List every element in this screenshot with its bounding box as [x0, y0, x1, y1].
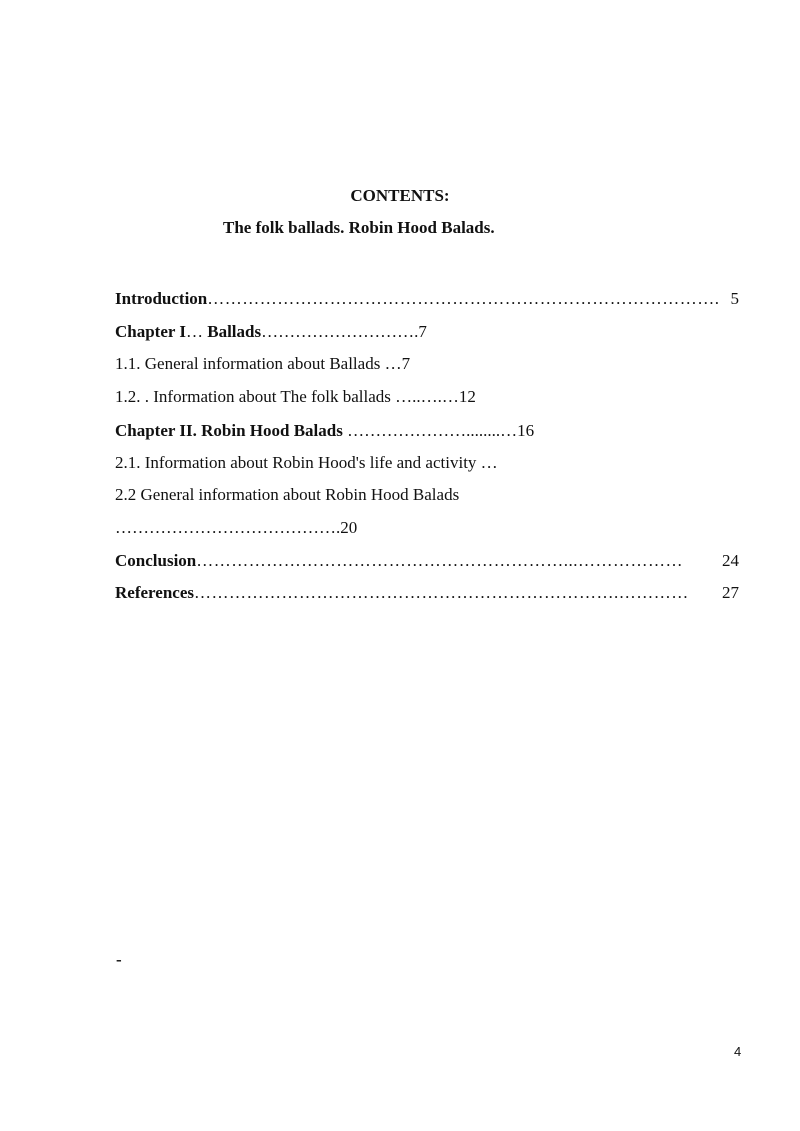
toc-entry-2-2[interactable]: 2.2 General information about Robin Hood Balads: [115, 485, 460, 504]
page-number: 4: [734, 1044, 742, 1059]
toc-entry-introduction[interactable]: [115, 287, 739, 311]
page-subtitle: The folk ballads. Robin Hood Balads.: [223, 218, 495, 237]
toc-label-separator: …: [186, 322, 208, 341]
toc-page-number: 5: [730, 289, 739, 308]
toc-leader-dots: ……………………………………………………………….…………: [193, 583, 689, 602]
toc-leader-dots: …………………………………………………………………………….: [207, 289, 720, 308]
toc-entry-chapter-2[interactable]: [115, 419, 534, 443]
toc-entry-1-1[interactable]: 1.1. General information about Ballads …7: [115, 354, 411, 373]
toc-leader-dots: ……………………….: [261, 322, 419, 341]
toc-label: References: [115, 583, 194, 602]
toc-page-number: 24: [722, 551, 739, 570]
toc-label: Introduction: [115, 289, 208, 308]
toc-entry-2-2-continued[interactable]: [115, 516, 357, 540]
toc-label-ballads: Ballads: [207, 322, 262, 341]
toc-label: Chapter II. Robin Hood Balads: [115, 421, 343, 440]
page-title: CONTENTS:: [350, 186, 450, 205]
stray-dash-mark: -: [116, 950, 122, 969]
toc-entry-references[interactable]: [115, 581, 739, 605]
toc-leader-dots: ………………………………….: [115, 518, 341, 537]
toc-label: Chapter I: [115, 322, 186, 341]
toc-entry-2-1[interactable]: 2.1. Information about Robin Hood's life and activity …: [115, 453, 498, 472]
toc-page-number: 7: [418, 322, 427, 341]
toc-label: Conclusion: [115, 551, 197, 570]
toc-leader-dots: …………………........…: [342, 421, 518, 440]
toc-entry-1-2[interactable]: 1.2. . Information about The folk ballads …..….…12: [115, 387, 476, 406]
toc-page-number: 27: [722, 583, 739, 602]
toc-entry-chapter-1[interactable]: [115, 320, 427, 344]
toc-entry-conclusion[interactable]: [115, 549, 739, 573]
toc-leader-dots: ………………………………………………………...………………: [196, 551, 683, 570]
toc-page-number: 20: [340, 518, 358, 537]
toc-page-number: 16: [517, 421, 535, 440]
